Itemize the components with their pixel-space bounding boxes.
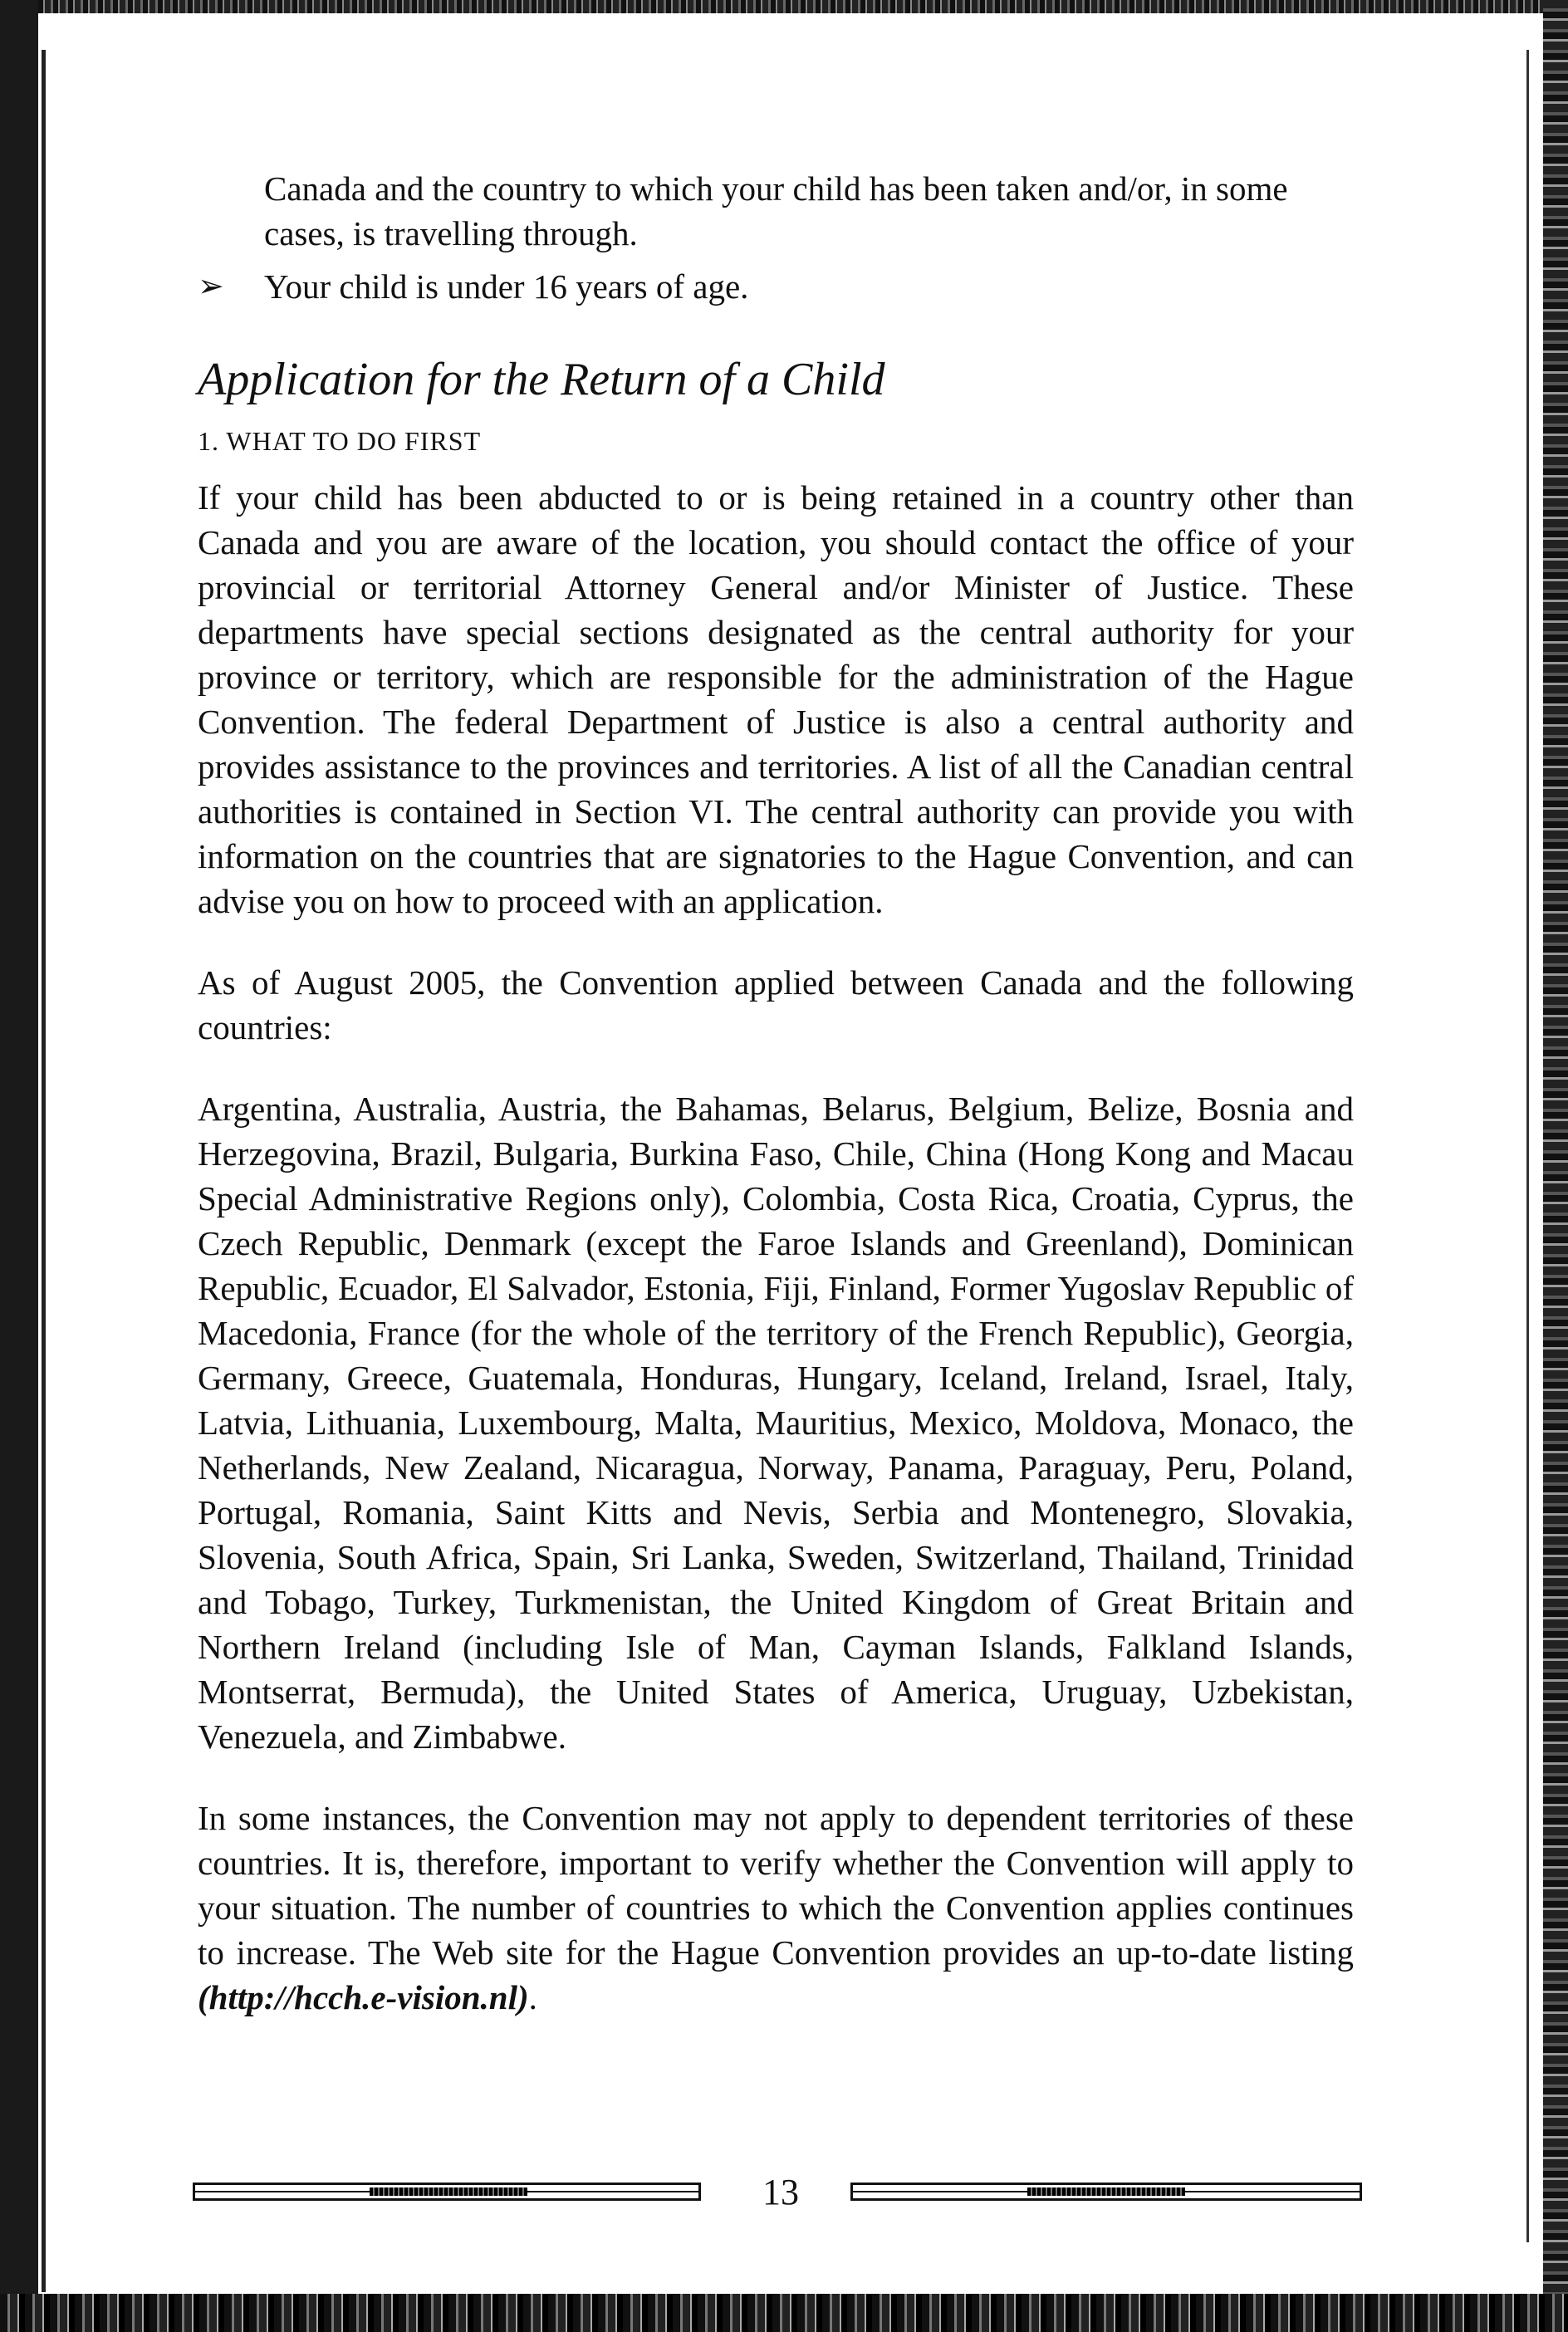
paragraph-what-to-do: If your child has been abducted to or is being retained in a country other than Canada and you are aware of the location, you should contact the office of your provincial or territorial Attorney General and/or Minister of Justice. These departments have special sections designated as the central authority for your province or territory, which are responsible for the administration of the Hague Convention. The federal Department of Justice is also a central authority and provides assistance to the provinces and territories. A list of all the Canadian central authorities is contained in Section VI. The central authority can provide you with information on the countries that are signatories to the Hague Convention, and can advise you on how to proceed with an application. <box>198 478 1354 920</box>
subheading: 1. WHAT TO DO FIRST <box>198 426 482 456</box>
footer-ornament-left <box>370 2187 527 2196</box>
bullet-item <box>198 264 1354 309</box>
page-footer <box>193 2174 1362 2211</box>
bullet-text: Your child is under 16 years of age. <box>264 267 749 306</box>
paragraph-dependent-territories-text: In some instances, the Convention may not apply to dependent territories of these countries. It is, therefore, important to verify whether the Convention will apply to your situation. The number of countries to which the Convention applies continues to increase. The Web site for the Hague Convention provides an up-to-date listing <box>198 1799 1354 1972</box>
footer-rule-left <box>193 2183 701 2201</box>
footer-rule-right <box>850 2183 1362 2201</box>
hague-website-link[interactable]: (http://hcch.e-vision.nl) <box>198 1978 529 2016</box>
footer-ornament-right <box>1027 2187 1185 2196</box>
paragraph-dependent-territories <box>198 1796 1354 2020</box>
paragraph-as-of-august: As of August 2005, the Convention applied between Canada and the following countries: <box>198 963 1354 1046</box>
section-title: Application for the Return of a Child <box>198 354 885 405</box>
page-number: 13 <box>762 2172 799 2212</box>
page-border-top <box>0 0 1568 13</box>
arrow-bullet-icon: ➢ <box>198 269 224 304</box>
final-period: . <box>528 1978 537 2016</box>
page-edge-line <box>1526 50 1529 2242</box>
page-border-right <box>1543 0 1568 2332</box>
page-content <box>198 166 1354 2056</box>
page-border-left <box>0 0 38 2332</box>
page-border-bottom <box>0 2294 1568 2332</box>
continued-paragraph: Canada and the country to which your child has been taken and/or, in some cases, is travelling through. <box>264 169 1288 252</box>
paragraph-country-list: Argentina, Australia, Austria, the Bahamas, Belarus, Belgium, Belize, Bosnia and Herzegovina, Brazil, Bulgaria, Burkina Faso, Chile, China (Hong Kong and Macau Special Administrative Regions only), Colombia, Costa Rica, Croatia, Cyprus, the Czech Republic, Denmark (except the Faroe Islands and Greenland), Dominican Republic, Ecuador, El Salvador, Estonia, Fiji, Finland, Former Yugoslav Republic of Macedonia, France (for the whole of the territory of the French Republic), Georgia, Germany, Greece, Guatemala, Honduras, Hungary, Iceland, Ireland, Israel, Italy, Latvia, Lithuania, Luxembourg, Malta, Mauritius, Mexico, Moldova, Monaco, the Netherlands, New Zealand, Nicaragua, Norway, Panama, Paraguay, Peru, Poland, Portugal, Romania, Saint Kitts and Nevis, Serbia and Montenegro, Slovakia, Slovenia, South Africa, Spain, Sri Lanka, Sweden, Switzerland, Thailand, Trinidad and Tobago, Turkey, Turkmenistan, the United Kingdom of Great Britain and Northern Ireland (including Isle of Man, Cayman Islands, Falkland Islands, Montserrat, Bermuda), the United States of America, Uruguay, Uzbekistan, Venezuela, and Zimbabwe. <box>198 1090 1354 1756</box>
